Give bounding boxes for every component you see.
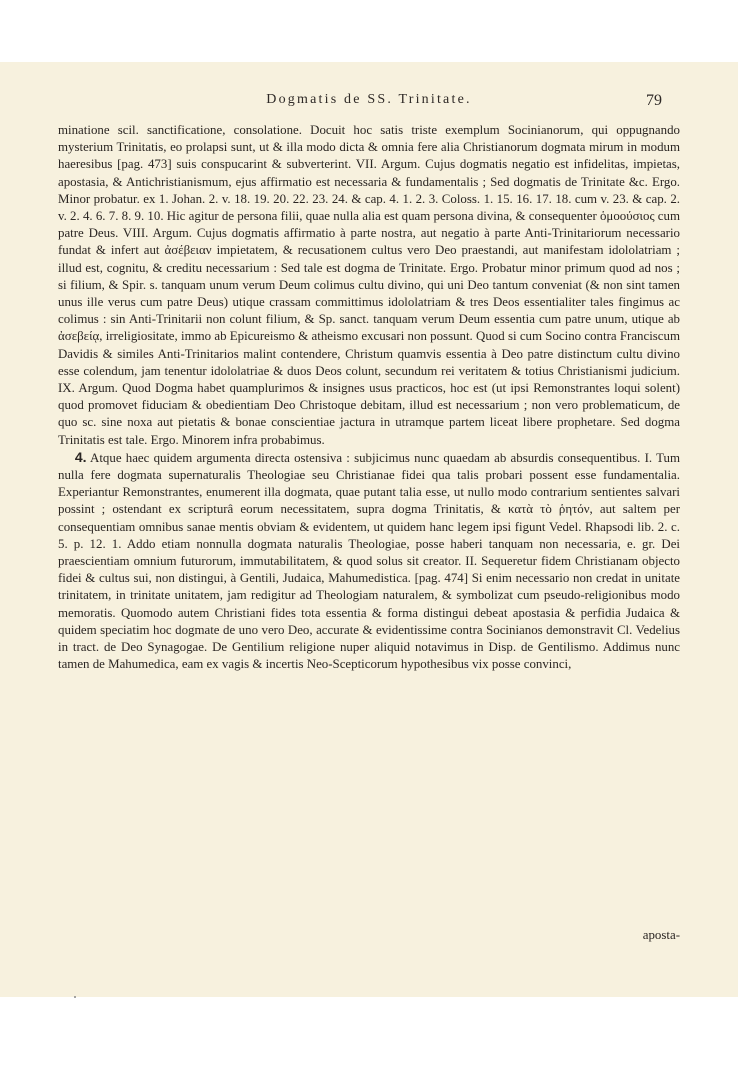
scan-speck xyxy=(74,996,76,998)
page-header xyxy=(0,92,738,114)
paragraph-2-text: Atque haec quidem argumenta directa ostensiva : subjicimus nunc quaedam ab absurdis consequentibus. I. Tum nulla fere dogmata supernaturalis Theologiae seu Christianae fidei qua talis probari possent esse fundamentalia. Experiantur Remonstrantes, enumerent illa dogmata, quae putant talia esse, ut nullo modo contrarium sentientes salvari possint ; ostendant ex scripturâ eorum necessitatem, supra dogma Trinitatis, & κατὰ τὸ ῥητόν, aut saltem per consequentiam omnibus sanae mentis obviam & evidentem, ut quidem hanc legem ipsi figunt Vedel. Rhapsodi lib. 2. c. 5. p. 12. 1. Addo etiam nonnulla dogmata naturalis Theologiae, posse haberi tanquam non necessaria, e. gr. Dei praescientiam omnium futurorum, immutabilitatem, & quod solus sit creator. II. Sequeretur fidem Christianam objecto fidei & cultus sui, non distingui, à Gentili, Judaica, Mahumedistica. [pag. 474] Si enim necessario non credat in unitate trinitatem, in trinitate unitatem, jam redigitur ad Theologiam naturalem, & symbolizat cum pseudo-religionibus modo memoratis. Quomodo autem Christiani fides tota essentia & forma distingui debeat apostasia & perfidia Judaica & quidem speciatim hoc dogmate de uno vero Deo, accurate & evidentissime contra Socinianos demonstravit Cl. Vedelius in tract. de Deo Synagogae. De Gentilium religione nuper aliquid notavimus in Disp. de Gentilismo. Addimus nunc tamen de Mahumedica, eam ex vagis & incertis Neo-Scepticorum hypothesibus vix posse convinci, xyxy=(58,450,680,672)
book-page xyxy=(0,62,738,997)
paragraph-1: minatione scil. sanctificatione, consolatione. Docuit hoc satis triste exemplum Socinianorum, qui oppugnando mysterium Trinitatis, eo prolapsi sunt, ut & illa modo dicta & omnia fere alia Christianorum dogmata mirum in modum haeresibus [pag. 473] suis conspucarint & subverterint. VII. Argum. Cujus dogmatis negatio est infidelitas, impietas, apostasia, & Antichristianismum, ejus affirmatio est necessaria & fundamentalis ; Sed dogmatis de Trinitate &c. Ergo. Minor probatur. ex 1. Johan. 2. v. 18. 19. 20. 22. 23. 24. & cap. 4. 1. 2. 3. Coloss. 1. 15. 16. 17. 18. cum v. 23. & cap. 2. v. 2. 4. 6. 7. 8. 9. 10. Hic agitur de persona filii, quae nulla alia est quam persona divina, & consequenter ὁμοούσιος cum patre Deus. VIII. Argum. Cujus dogmatis affirmatio à parte nostra, aut negatio à parte Anti-Trinitariorum necessario fundat & infert aut ἀσέβειαν impietatem, & recusationem cultus vero Deo praestandi, aut manifestam idololatriam ; illud est, cognitu, & creditu necessarium : Sed tale est dogma de Trinitate. Ergo. Probatur minor primum quod ad nos ; si filium, & Spir. s. tanquam unum verum Deum colimus cultu divino, qui uni Deo tantum conveniat (& non sint tamen unus ille verus cum patre Deus) utique crassam committimus idololatriam & tres Deos essentialiter tales fingimus ac colimus : sin Anti-Trinitarii non colunt filium, & Sp. sanct. tanquam verum Deum essentia cum patre unum, utique ab ἀσεβείᾳ, irreligiositate, immo ab Epicureismo & atheismo excusari non possunt. Quod si cum Socino contra Franciscum Davidis & similes Anti-Trinitarios malint contendere, Christum quamvis essentia à Deo patre distinctum cultu divino esse colendum, jam tenentur idololatriae & duos Deos colunt, secundum rei veritatem & totius Christianismi judicium. IX. Argum. Quod Dogma habet quamplurimos & insignes usus practicos, hoc est (ut ipsi Remonstrantes loqui solent) quod promovet fiduciam & obedientiam Deo Christoque debitam, illud est necessarium ; non vero problematicum, de quo sc. sine noxa aut pietatis & bonae conscientiae jactura in utramque partem liceat libere prophetare. Sed dogma Trinitatis est tale. Ergo. Minorem infra probabimus. xyxy=(58,123,680,447)
page-number: 79 xyxy=(646,92,662,109)
running-title: Dogmatis de SS. Trinitate. xyxy=(266,92,472,107)
paragraph-2 xyxy=(58,449,680,674)
catchword: aposta- xyxy=(642,928,680,942)
paragraph-number: 4. xyxy=(74,448,87,465)
body-text xyxy=(58,122,680,674)
